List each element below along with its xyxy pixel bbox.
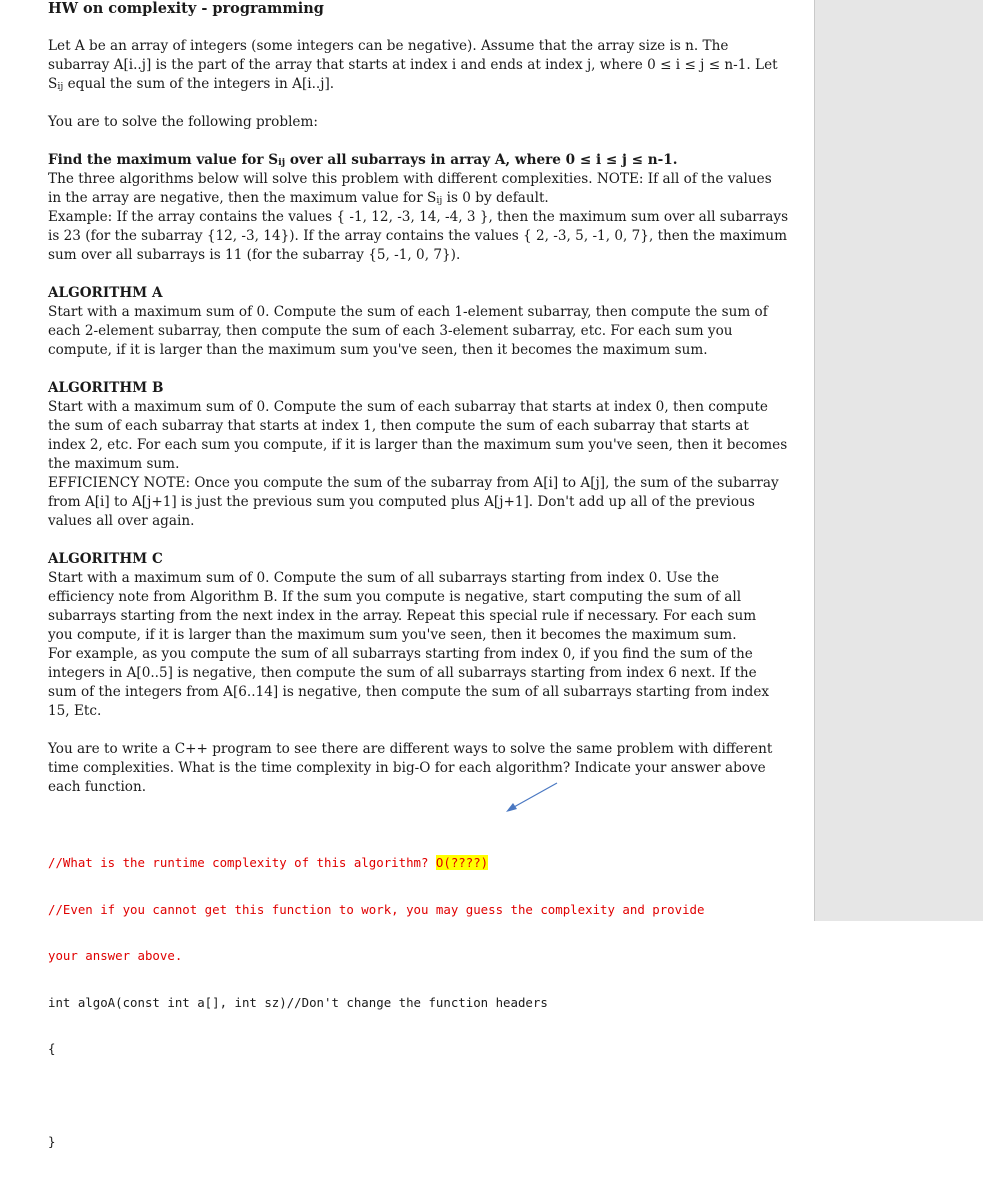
algorithm-b-line: values all over again.	[48, 513, 195, 529]
code-comment-line: //Even if you cannot get this function to work, you may guess the complexity and provide	[48, 901, 705, 917]
problem-line	[48, 189, 778, 208]
algorithm-c-line: subarrays starting from the next index in the array. Repeat this special rule if necessary. For each sum	[48, 608, 757, 624]
function-signature: int algoA(const int a[], int sz)//Don't change the function headers	[48, 994, 548, 1010]
sum-subscript: ij	[278, 157, 286, 168]
task-line: You are to write a C++ program to see there are different ways to solve the same problem with different	[48, 741, 773, 757]
code-comment-line: your answer above.	[48, 948, 183, 963]
problem-statement	[48, 151, 778, 170]
algorithm-c-heading: ALGORITHM C	[48, 551, 163, 567]
algorithm-c-line: 15, Etc.	[48, 703, 102, 719]
problem-line: is 23 (for the subarray {12, -3, 14}). If the array contains the values { 2, -3, 5, -1, 0, 7}, then the maximum	[48, 228, 788, 244]
intro-line	[48, 75, 778, 94]
right-sidebar-panel	[815, 0, 983, 921]
algorithm-a-line: Start with a maximum sum of 0. Compute the sum of each 1-element subarray, then compute the sum of	[48, 304, 768, 320]
open-brace: {	[48, 1041, 56, 1056]
algorithm-b-line: EFFICIENCY NOTE: Once you compute the sum of the subarray from A[i] to A[j], the sum of the subarray	[48, 475, 779, 491]
problem-paragraph	[48, 151, 789, 265]
problem-text: Find the maximum value for S	[48, 152, 279, 168]
algorithm-a-section	[48, 284, 778, 360]
problem-line: Example: If the array contains the values { -1, 12, -3, 14, -4, 3 }, then the maximum sum over all subarrays	[48, 209, 789, 225]
solve-line: You are to solve the following problem:	[48, 114, 318, 130]
algorithm-b-heading: ALGORITHM B	[48, 380, 164, 396]
annotation-arrow-icon	[500, 781, 560, 817]
algorithm-a-line: each 2-element subarray, then compute the sum of each 3-element subarray, etc. For each sum you	[48, 323, 733, 339]
sum-subscript: ij	[436, 195, 443, 206]
algorithm-c-line: For example, as you compute the sum of all subarrays starting from index 0, if you find the sum of the	[48, 646, 753, 662]
sum-symbol: S	[48, 76, 58, 92]
algorithm-b-line: the maximum sum.	[48, 456, 180, 472]
close-brace: }	[48, 1134, 56, 1149]
algorithm-c-line: efficiency note from Algorithm B. If the sum you compute is negative, start computing the sum of all	[48, 589, 742, 605]
problem-text: in the array are negative, then the maximum value for S	[48, 190, 437, 206]
problem-line: sum over all subarrays is 11 (for the subarray {5, -1, 0, 7}).	[48, 247, 461, 263]
complexity-answer-placeholder[interactable]: O(????)	[435, 855, 489, 870]
algorithm-a-heading: ALGORITHM A	[48, 285, 163, 301]
problem-text: over all subarrays in array A, where 0 ≤ i ≤ j ≤ n-1.	[285, 152, 678, 168]
intro-line: subarray A[i..j] is the part of the array that starts at index i and ends at index j, where 0 ≤ i ≤ j ≤ n-1. Let	[48, 57, 778, 73]
problem-line: The three algorithms below will solve this problem with different complexities. NOTE: If all of the values	[48, 171, 772, 187]
code-block[interactable]	[48, 824, 778, 1181]
algorithm-b-section	[48, 379, 788, 531]
task-paragraph	[48, 740, 778, 797]
document-body	[48, 37, 789, 1181]
algorithm-a-line: compute, if it is larger than the maximum sum you've seen, then it becomes the maximum sum.	[48, 342, 708, 358]
intro-line: Let A be an array of integers (some integers can be negative). Assume that the array size is n. The	[48, 38, 729, 54]
task-line: time complexities. What is the time complexity in big-O for each algorithm? Indicate your answer above	[48, 760, 766, 776]
algorithm-c-line: sum of the integers from A[6..14] is negative, then compute the sum of all subarrays starting from index	[48, 684, 770, 700]
algorithm-b-line: from A[i] to A[j+1] is just the previous sum you computed plus A[j+1]. Don't add up all of the previous	[48, 494, 755, 510]
algorithm-c-line: Start with a maximum sum of 0. Compute the sum of all subarrays starting from index 0. Use the	[48, 570, 720, 586]
algorithm-c-section	[48, 550, 778, 721]
intro-paragraph	[48, 37, 778, 94]
algorithm-c-line: integers in A[0..5] is negative, then compute the sum of all subarrays starting from index 6 next. If the	[48, 665, 757, 681]
code-comment-line	[48, 855, 778, 871]
algorithm-b-line: the sum of each subarray that starts at index 1, then compute the sum of each subarray that starts at	[48, 418, 749, 434]
sum-subscript: ij	[57, 81, 64, 92]
page-title: HW on complexity - programming	[48, 0, 324, 17]
algorithm-b-line: Start with a maximum sum of 0. Compute the sum of each subarray that starts at index 0, then compute	[48, 399, 768, 415]
runtime-question-comment: //What is the runtime complexity of this algorithm?	[48, 855, 436, 870]
algorithm-c-line: you compute, if it is larger than the maximum sum you've seen, then it becomes the maximum sum.	[48, 627, 737, 643]
algorithm-b-line: index 2, etc. For each sum you compute, if it is larger than the maximum sum you've seen, then it becomes	[48, 437, 788, 453]
solve-paragraph	[48, 113, 778, 132]
task-line: each function.	[48, 779, 147, 795]
problem-text: is 0 by default.	[442, 190, 549, 206]
function-body-blank[interactable]	[48, 1088, 778, 1104]
intro-line-text: equal the sum of the integers in A[i..j].	[63, 76, 335, 92]
